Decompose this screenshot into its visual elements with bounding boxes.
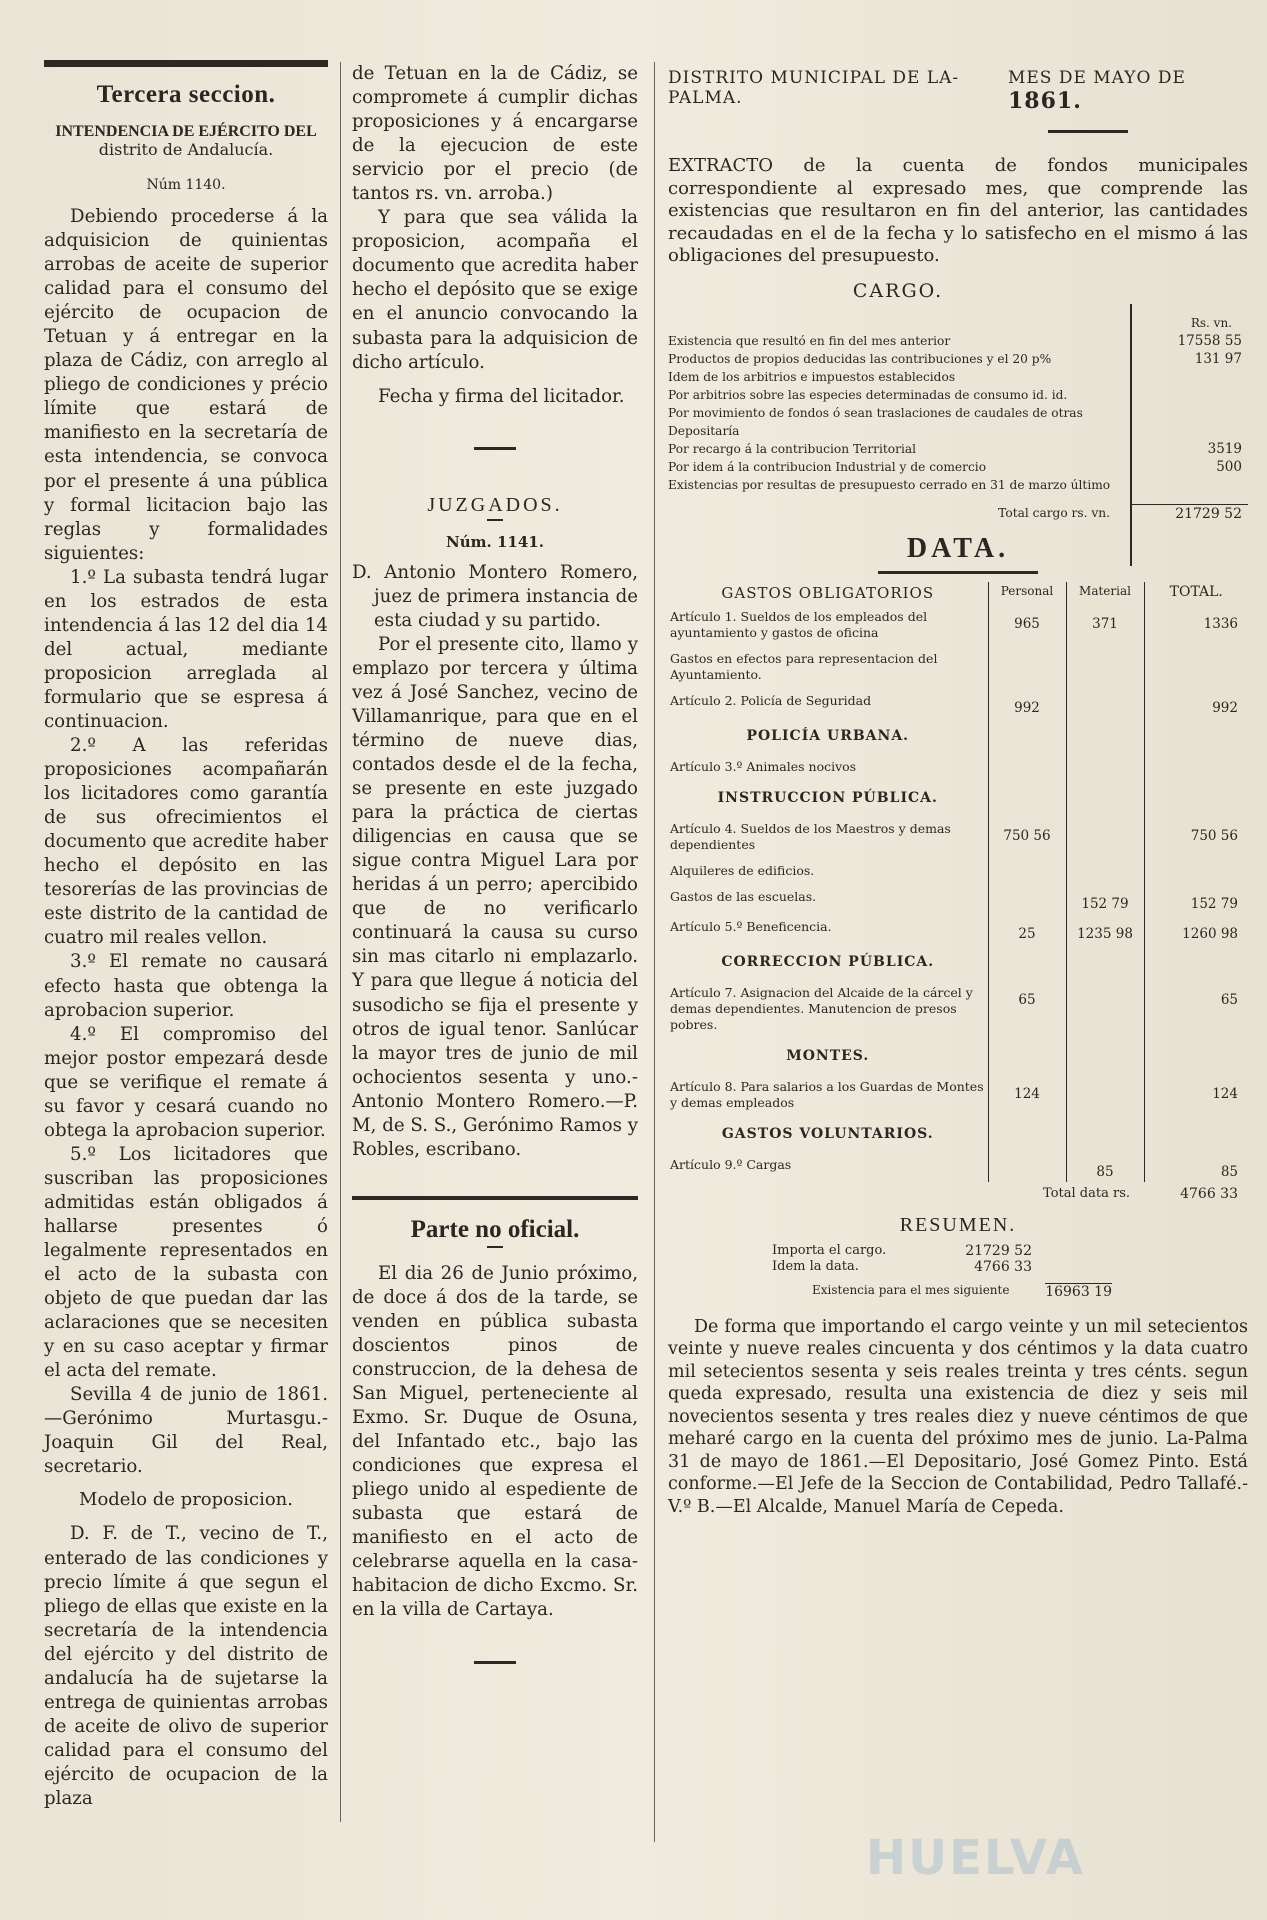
data-row-total [1144, 1038, 1248, 1074]
resumen-table [772, 1243, 1032, 1275]
data-row-label: Artículo 4. Sueldos de los Maestros y demas dependientes [668, 816, 988, 858]
data-row-label: Gastos de las escuelas. [668, 884, 988, 914]
data-row-material: 152 79 [1066, 884, 1144, 914]
watermark-logo: HUELVA [866, 1830, 1085, 1886]
data-row-total [1144, 1116, 1248, 1152]
existencia-value: 16963 19 [1045, 1283, 1112, 1300]
district-title: DISTRITO MUNICIPAL DE LA-PALMA. [668, 68, 960, 108]
intendencia-title: INTENDENCIA DE EJÉRCITO DEL [55, 123, 317, 140]
data-row-material [1066, 1116, 1144, 1152]
cargo-row [668, 386, 1248, 404]
data-row-total [1144, 646, 1248, 688]
data-row-label: INSTRUCCION PÚBLICA. [668, 780, 988, 816]
data-row-material [1066, 718, 1144, 754]
header-rule [1048, 130, 1128, 133]
cargo-row [668, 476, 1248, 494]
data-row [668, 754, 1248, 780]
data-row-personal [988, 754, 1066, 780]
judge-text: Por el presente cito, llamo y emplazo por tercera y última vez á José Sanchez, vecino de Villamanrique, para que en el término de nueve dias, contados desde el de la fecha, se presente en este juzgado para la práctica de ciertas diligencias en causa que se sigue contra Miguel Lara por heridas á un perro; apercibido que de no verificarlo continuará la causa su curso sin mas citarlo ni emplazarlo. Y para que llegue á noticia del susodicho se fija el presente y otros de igual tenor. Sanlúcar la mayor tres de junio de mil ochocientos sesenta y uno.-Antonio Montero Romero.—P. M, de S. S., Gerónimo Ramos y Robles, escribano. [352, 633, 638, 1160]
header-personal: Personal [988, 582, 1066, 604]
data-row-label: CORRECCION PÚBLICA. [668, 944, 988, 980]
cargo-table [668, 314, 1248, 523]
data-row-label: Artículo 1. Sueldos de los empleados del ayuntamiento y gastos de oficina [668, 604, 988, 646]
parte-text: El dia 26 de Junio próximo, de doce á dos de la tarde, se venden en pública subasta doscientos pinos de construccion, de la dehesa de San Miguel, perteneciente al Exmo. Sr. Duque de Osuna, del Infantado etc., bajo las condiciones que expresa el pliego unido al espediente de subasta que estará de manifiesto en el acto de celebrarse aquella en la casa-habitacion de dicho Excmo. Sr. en la villa de Cartaya. [352, 1262, 638, 1621]
data-row-material [1066, 944, 1144, 980]
data-row-material [1066, 688, 1144, 718]
data-row-personal: 750 56 [988, 816, 1066, 858]
cargo-total-label: Total cargo rs. vn. [998, 505, 1110, 520]
data-row-personal: 65 [988, 980, 1066, 1038]
data-row-personal: 25 [988, 914, 1066, 944]
data-row-material: 85 [1066, 1152, 1144, 1182]
cargo-unit: Rs. vn. [1190, 315, 1232, 330]
top-rule [44, 60, 328, 67]
cargo-row-value: 3519 [1207, 440, 1242, 457]
model-title: Modelo de proposicion. [79, 1489, 293, 1511]
data-row-total: 750 56 [1190, 827, 1238, 844]
data-row-personal [988, 858, 1066, 884]
data-row-material: 1235 98 [1066, 914, 1144, 944]
separator-rule [474, 447, 516, 450]
data-row-personal: 992 [988, 688, 1066, 718]
data-row-personal [988, 718, 1066, 754]
cargo-row-value [1124, 404, 1248, 440]
data-row [668, 646, 1248, 688]
data-row-label: Artículo 7. Asignacion del Alcaide de la cárcel y demas dependientes. Manutencion de presos pobres. [668, 980, 988, 1038]
data-row-personal: 965 [988, 604, 1066, 646]
data-row-material [1066, 980, 1144, 1038]
separator-thick-rule [352, 1196, 638, 1200]
cargo-row [668, 368, 1248, 386]
validity-text: Y para que sea válida la proposicion, acompaña el documento que acredita haber hecho el depósito que se exige en el anuncio convocando la subasta para la adquisicion de dicho artículo. [352, 207, 638, 373]
data-row [668, 816, 1248, 858]
column-rule-1 [340, 62, 341, 1822]
cargo-row [668, 332, 1248, 350]
data-total-label: Total data rs. [1043, 1185, 1130, 1201]
notice-rule-4: 4.º El compromiso del mejor postor empezará desde que se verifique el remate á su favor y cesará cuando no obtega la aprobacion superior. [44, 1023, 328, 1141]
model-text: D. F. de T., vecino de T., enterado de las condiciones y precio límite á que segun el pliego de ellas que existe en la secretaría de la intendencia del ejército y del distrito de andalucía ha de sujetarse la entrega de quinientas arrobas de aceite de olivo de superior calidad para el consumo del ejército de ocupacion de la plaza [44, 1523, 328, 1809]
data-row-personal [988, 646, 1066, 688]
data-row-material [1066, 780, 1144, 816]
section-title: Tercera seccion. [96, 81, 276, 108]
column-rule-2 [654, 62, 655, 1842]
data-row-material [1066, 816, 1144, 858]
juzgados-title: JUZGADOS. [427, 493, 563, 516]
data-row-personal [988, 1116, 1066, 1152]
data-row [668, 1074, 1248, 1116]
judge-intro: D. Antonio Montero Romero, juez de primera instancia de esta ciudad y su partido. [352, 561, 638, 631]
data-row-total: 85 [1220, 1163, 1238, 1180]
resumen-row-label: Importa el cargo. [772, 1242, 887, 1258]
data-row [668, 980, 1248, 1038]
header-total: TOTAL. [1169, 583, 1223, 600]
cargo-row [668, 458, 1248, 476]
cargo-row-label: Por idem á la contribucion Industrial y de comercio [668, 459, 987, 474]
cargo-total-row [668, 504, 1248, 523]
data-row-material [1066, 754, 1144, 780]
data-section-heading [668, 718, 1248, 754]
notice-intro: Debiendo procederse á la adquisicion de quinientas arrobas de aceite de superior calidad para el consumo del ejército de ocupacion de Tetuan y á entregar en la plaza de Cádiz, con arreglo al pliego de condiciones y précio límite que estará de manifiesto en la secretaría de esta intendencia, se convoca por el presente á una pública y formal licitacion bajo las reglas y formalidades siguientes: [44, 206, 328, 564]
cargo-row-value: 17558 55 [1177, 332, 1242, 349]
data-row-total [1144, 780, 1248, 816]
data-row-total: 1260 98 [1182, 925, 1238, 942]
cargo-row-value [1124, 368, 1248, 386]
data-row-label: Alquileres de edificios. [668, 858, 988, 884]
resumen-row-value: 21729 52 [965, 1242, 1032, 1259]
data-row [668, 688, 1248, 718]
header-gastos: GASTOS OBLIGATORIOS [668, 582, 988, 604]
data-section-heading [668, 944, 1248, 980]
data-row [668, 914, 1248, 944]
data-row-total: 124 [1212, 1085, 1238, 1102]
data-row-label: MONTES. [668, 1038, 988, 1074]
resumen-row [772, 1243, 1032, 1259]
data-table [668, 582, 1248, 1182]
cargo-row [668, 440, 1248, 458]
intendencia-subtitle: distrito de Andalucía. [98, 140, 274, 159]
cargo-row-label: Idem de los arbitrios e impuestos establecidos [668, 369, 956, 384]
data-row-total: 1336 [1203, 615, 1238, 632]
data-row [668, 858, 1248, 884]
header-material: Material [1066, 582, 1144, 604]
end-rule [474, 1661, 516, 1664]
cargo-row-value [1124, 386, 1248, 404]
data-row-material [1066, 1074, 1144, 1116]
data-row-personal [988, 884, 1066, 914]
cargo-row-label: Existencia que resultó en fin del mes anterior [668, 333, 951, 348]
data-row-label: Artículo 9.º Cargas [668, 1152, 988, 1182]
cargo-row-label: Productos de propios deducidas las contribuciones y el 20 p% [668, 351, 1052, 366]
data-row [668, 604, 1248, 646]
data-total-row [668, 1186, 1248, 1202]
data-row-personal [988, 1152, 1066, 1182]
year-label: 1861. [1007, 88, 1082, 114]
notice-signature: Sevilla 4 de junio de 1861. —Gerónimo Murtasgu.-Joaquin Gil del Real, secretario. [44, 1384, 328, 1478]
data-row-material [1066, 1038, 1144, 1074]
extract-text: EXTRACTO de la cuenta de fondos municipales correspondiente al expresado mes, que comprende las existencias que resultaron en fin del anterior, las cantidades recaudadas en el de la fecha y lo satisfecho en el mismo á las obligaciones del presupuesto. [668, 155, 1248, 266]
date-sign-text: Fecha y firma del licitador. [378, 385, 625, 407]
data-row-total [1144, 944, 1248, 980]
data-section-heading [668, 1116, 1248, 1152]
cargo-rule [1130, 304, 1132, 566]
data-row-personal [988, 1038, 1066, 1074]
resumen-row-value: 4766 33 [974, 1258, 1032, 1275]
data-section-heading [668, 780, 1248, 816]
notice-rule-3: 3.º El remate no causará efecto hasta que obtenga la aprobacion superior. [44, 951, 328, 1021]
resumen-row-label: Idem la data. [772, 1258, 859, 1274]
data-row-label: Artículo 2. Policía de Seguridad [668, 688, 988, 718]
cargo-row-label: Por recargo á la contribucion Territorial [668, 441, 917, 456]
data-row-label: GASTOS VOLUNTARIOS. [668, 1116, 988, 1152]
cargo-title: CARGO. [852, 279, 944, 302]
data-row-total: 992 [1212, 699, 1238, 716]
data-row-label: Artículo 3.º Animales nocivos [668, 754, 988, 780]
data-section-heading [668, 1038, 1248, 1074]
data-row-total: 152 79 [1190, 895, 1238, 912]
data-title: DATA. [906, 532, 1010, 564]
juzgados-number: Núm. 1141. [446, 532, 544, 551]
notice-body [44, 205, 328, 1479]
data-row-personal [988, 780, 1066, 816]
data-row [668, 884, 1248, 914]
cargo-row [668, 350, 1248, 368]
column-1 [44, 0, 328, 1811]
title-rule [487, 519, 503, 521]
cargo-row-value: 131 97 [1194, 350, 1242, 367]
data-row-total [1144, 754, 1248, 780]
month-label: MES DE MAYO DE [1007, 68, 1186, 88]
column-3 [668, 0, 1248, 1518]
data-row-label: Gastos en efectos para representacion del Ayuntamiento. [668, 646, 988, 688]
closing-text: De forma que importando el cargo veinte y un mil setecientos veinte y nueve reales cincuenta y dos céntimos y la data cuatro mil setecientos sesenta y seis reales treinta y tres cénts. segun queda expresado, resulta una existencia de diez y seis mil novecientos sesenta y tres reales diez y nueve céntimos de que meharé cargo en la cuenta del próximo mes de junio. La-Palma 31 de mayo de 1861.—El Depositario, José Gomez Pinto. Está conforme.—El Jefe de la Seccion de Contabilidad, Pedro Tallafé.-V.º B.—El Alcalde, Manuel María de Cepeda. [668, 1316, 1248, 1517]
parte-title: Parte no oficial. [410, 1215, 580, 1243]
resumen-title: RESUMEN. [899, 1213, 1017, 1236]
model-continuation: de Tetuan en la de Cádiz, se compromete á cumplir dichas proposiciones y á encargarse de la ejecucion de este servicio por el precio (de tantos rs. vn. arroba.) [352, 63, 638, 205]
data-row-personal: 124 [988, 1074, 1066, 1116]
cargo-row-value [1124, 476, 1248, 494]
data-total-value: 4766 33 [1180, 1185, 1238, 1202]
existencia-label: Existencia para el mes siguiente [812, 1282, 1010, 1297]
data-row [668, 1152, 1248, 1182]
data-row-total: 65 [1220, 991, 1238, 1008]
cargo-row-label: Existencias por resultas de presupuesto cerrado en 31 de marzo último [668, 477, 1111, 492]
data-row-personal [988, 944, 1066, 980]
resumen-row [772, 1259, 1032, 1275]
cargo-total-value: 21729 52 [1130, 504, 1248, 523]
column-2 [352, 62, 638, 1664]
data-rule [878, 571, 1038, 574]
existencia-row [812, 1283, 1112, 1300]
notice-rule-5: 5.º Los licitadores que suscriban las proposiciones admitidas están obligados á hallarse presentes ó legalmente representados en el acto de la subasta con objeto de que puedan dar las aclaraciones que se necesiten y en su caso aceptar y firmar el acta del remate. [44, 1143, 328, 1382]
title-rule [487, 1246, 503, 1248]
cargo-row-value: 500 [1216, 458, 1242, 475]
data-row-material [1066, 858, 1144, 884]
cargo-row-label: Por movimiento de fondos ó sean traslaciones de caudales de otras Depositaría [668, 405, 1083, 438]
data-row-material [1066, 646, 1144, 688]
account-header [668, 68, 1248, 114]
cargo-row [668, 404, 1248, 440]
data-row-total [1144, 858, 1248, 884]
cargo-row-label: Por arbitrios sobre las especies determinadas de consumo id. id. [668, 387, 1068, 402]
notice-rule-1: 1.º La subasta tendrá lugar en los estrados de esta intendencia á las 12 del dia 14 del actual, mediante proposicion arreglada al formulario que se espresa á continuacion. [44, 566, 328, 732]
data-row-total [1144, 718, 1248, 754]
data-row-label: Artículo 5.º Beneficencia. [668, 914, 988, 944]
data-row-label: POLICÍA URBANA. [668, 718, 988, 754]
data-row-material: 371 [1066, 604, 1144, 646]
data-row-label: Artículo 8. Para salarios a los Guardas de Montes y demas empleados [668, 1074, 988, 1116]
notice-number: Núm 1140. [146, 177, 226, 193]
notice-rule-2: 2.º A las referidas proposiciones acompañarán los licitadores como garantía de sus ofrecimientos el documento que acredite haber hecho el depósito en las tesorerías de las provincias de este distrito de la cantidad de cuatro mil reales vellon. [44, 735, 328, 949]
